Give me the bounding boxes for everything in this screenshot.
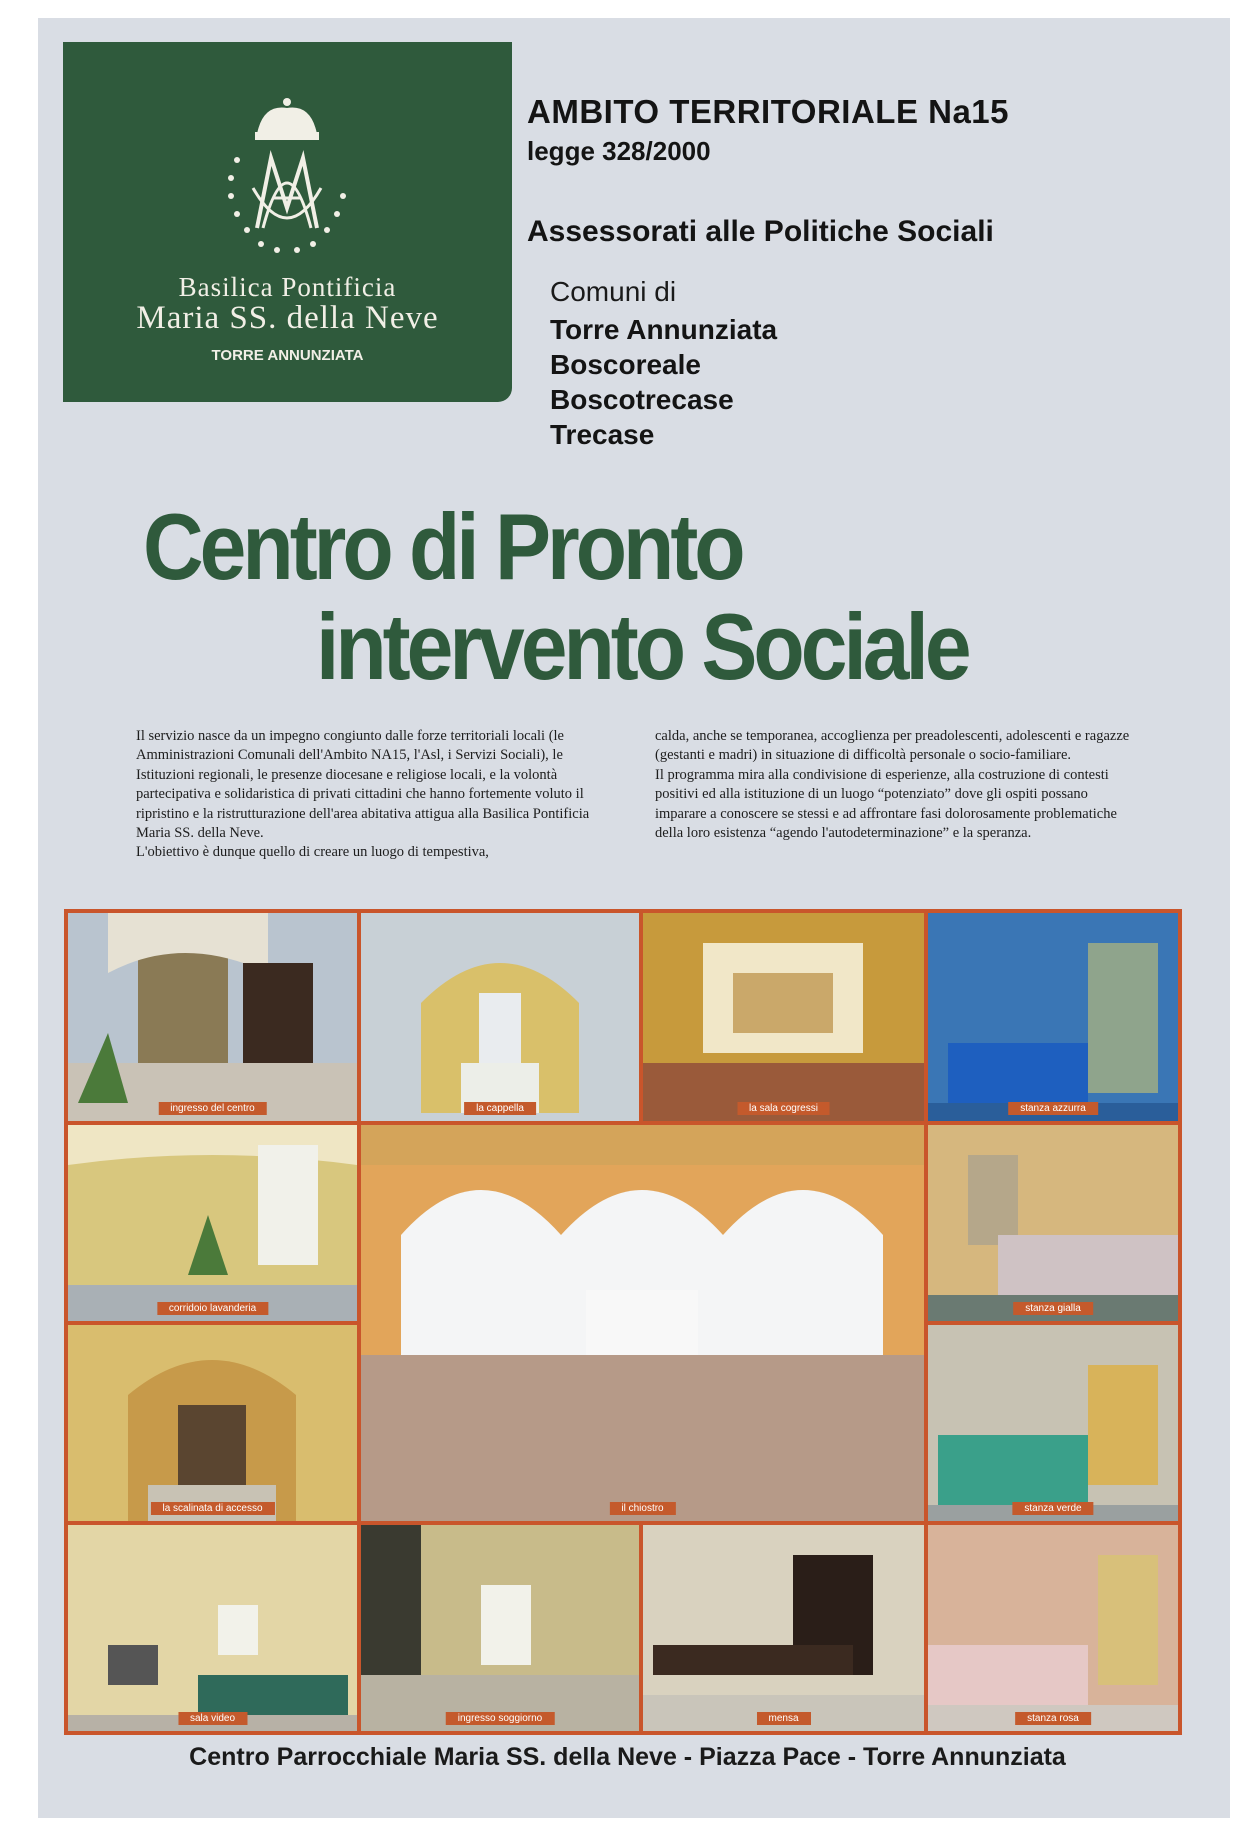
photo-caption: la scalinata di accesso: [150, 1502, 274, 1515]
headline-line1: Centro di Pronto: [143, 494, 742, 600]
photo-il-chiostro: [361, 1125, 924, 1521]
photo-caption: corridoio lavanderia: [157, 1302, 268, 1315]
photo-caption: ingresso soggiorno: [446, 1712, 555, 1725]
ambito-title: AMBITO TERRITORIALE Na15: [527, 93, 1010, 130]
body-paragraph: L'obiettivo è dunque quello di creare un luogo di tempestiva,: [136, 844, 489, 861]
photo-caption: la cappella: [464, 1102, 536, 1115]
photo-stanza-verde: [928, 1325, 1178, 1521]
body-paragraph: Il servizio nasce da un impegno congiunto dalle forze territoriali locali (le Amministrazioni Comunali dell'Ambito NA15, l'Asl, i Servizi Sociali), le Istituzioni regionali, le presenze diocesane e religiose locali, e la volontà partecipativa e solidaristica di privati cittadini che hanno fortemente voluto il ripristino e la ristrutturazione dell'area abitativa attigua alla Basilica Pontificia Maria SS. della Neve.: [136, 728, 590, 842]
body-column-left: [136, 727, 622, 863]
headline-line2: intervento Sociale: [316, 594, 968, 700]
photo-caption: stanza azzurra: [1008, 1102, 1098, 1115]
photo-gallery: [64, 909, 1182, 1735]
basilica-place: TORRE ANNUNZIATA: [211, 347, 364, 364]
photo-caption: sala video: [178, 1712, 247, 1725]
photo-mensa: [643, 1525, 924, 1731]
photo-la-cappella: [361, 913, 639, 1121]
comune-item: Trecase: [550, 419, 655, 450]
photo-sala-video: [68, 1525, 357, 1731]
basilica-logo-box: [63, 42, 512, 402]
body-paragraph: calda, anche se temporanea, accoglienza per preadolescenti, adolescenti e ragazze (gestanti e madri) in situazione di difficoltà personale o socio-familiare.: [655, 728, 1130, 764]
body-column-right: [655, 727, 1141, 843]
comuni-list: [550, 312, 777, 452]
crowned-marian-monogram-icon: [223, 98, 351, 263]
photo-stanza-rosa: [928, 1525, 1178, 1731]
comuni-label: Comuni di: [550, 276, 677, 307]
photo-stanza-azzurra: [928, 913, 1178, 1121]
photo-corridoio-lavanderia: [68, 1125, 357, 1321]
basilica-name-line2: Maria SS. della Neve: [136, 300, 439, 336]
assessorati-heading: Assessorati alle Politiche Sociali: [527, 215, 994, 248]
photo-caption: il chiostro: [609, 1502, 675, 1515]
photo-stanza-gialla: [928, 1125, 1178, 1321]
photo-scalinata-di-accesso: [68, 1325, 357, 1521]
photo-caption: mensa: [756, 1712, 810, 1725]
photo-sala-congressi: [643, 913, 924, 1121]
photo-caption: stanza verde: [1012, 1502, 1093, 1515]
photo-ingresso-soggiorno: [361, 1525, 639, 1731]
photo-caption: stanza rosa: [1015, 1712, 1091, 1725]
photo-caption: la sala cogressi: [737, 1102, 830, 1115]
comune-item: Boscotrecase: [550, 384, 734, 415]
comune-item: Torre Annunziata: [550, 314, 778, 345]
photo-ingresso-del-centro: [68, 913, 357, 1121]
photo-caption: stanza gialla: [1013, 1302, 1093, 1315]
law-reference: legge 328/2000: [527, 136, 711, 166]
basilica-name-line1: Basilica Pontificia: [178, 272, 397, 302]
body-paragraph: Il programma mira alla condivisione di esperienze, alla costruzione di contesti positivi ed alla istituzione di un luogo “potenziato” dove gli ospiti possano imparare a conoscere se stessi e ad affrontare fasi dolorosamente problematiche della loro esistenza “agendo l'autodeterminazione” e la speranza.: [655, 766, 1117, 842]
footer-address: Centro Parrocchiale Maria SS. della Neve - Piazza Pace - Torre Annunziata: [189, 1743, 1066, 1771]
comune-item: Boscoreale: [550, 349, 701, 380]
photo-caption: ingresso del centro: [158, 1102, 267, 1115]
